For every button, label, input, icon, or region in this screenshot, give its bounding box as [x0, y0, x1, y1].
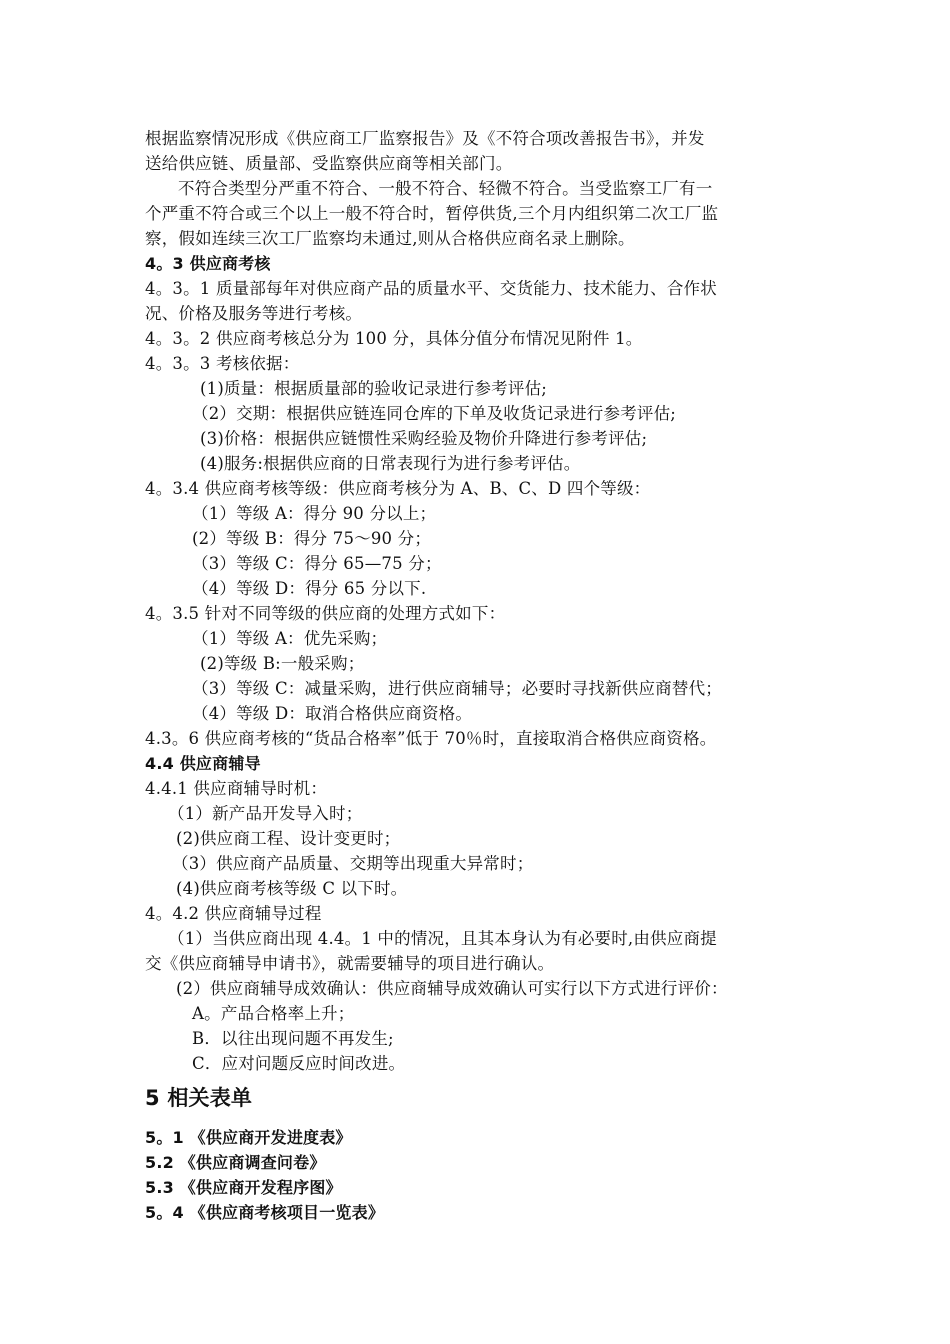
intro-line-5: 察，假如连续三次工厂监察均未通过,则从合格供应商名录上删除。 [145, 229, 635, 248]
eval-item: C．应对问题反应时间改进。 [192, 1054, 406, 1073]
handling-item: （1）等级 A：优先采购； [192, 629, 388, 648]
form-item: 5.2 《供应商调查问卷》 [145, 1153, 326, 1172]
process-line-2: 交《供应商辅导申请书》，就需要辅导的项目进行确认。 [145, 954, 555, 973]
grade-item: （1）等级 A：得分 90 分以上； [192, 504, 437, 523]
handling-item: （4）等级 D：取消合格供应商资格。 [192, 704, 473, 723]
basis-item: (4)服务:根据供应商的日常表现行为进行参考评估。 [200, 454, 581, 473]
form-item: 5.3 《供应商开发程序图》 [145, 1178, 342, 1197]
s43-p5: 4。3.5 针对不同等级的供应商的处理方式如下： [145, 604, 506, 623]
handling-item: （3）等级 C：减量采购，进行供应商辅导；必要时寻找新供应商替代； [192, 679, 722, 698]
form-item: 5。4 《供应商考核项目一览表》 [145, 1203, 385, 1222]
intro-line-3: 不符合类型分严重不符合、一般不符合、轻微不符合。当受监察工厂有一 [178, 179, 713, 198]
section-4-3-title: 4。3 供应商考核 [145, 254, 271, 273]
grade-item: （4）等级 D：得分 65 分以下. [192, 579, 427, 598]
timing-item: (4)供应商考核等级 C 以下时。 [176, 879, 408, 898]
s43-p6: 4.3。6 供应商考核的“货品合格率”低于 70％时，直接取消合格供应商资格。 [145, 729, 717, 748]
basis-item: （2）交期：根据供应链连同仓库的下单及收货记录进行参考评估; [192, 404, 677, 423]
form-item: 5。1 《供应商开发进度表》 [145, 1128, 352, 1147]
s44-p2: 4。4.2 供应商辅导过程 [145, 904, 322, 923]
s43-p4: 4。3.4 供应商考核等级：供应商考核分为 A、B、C、D 四个等级： [145, 479, 651, 498]
basis-item: (3)价格：根据供应链惯性采购经验及物价升降进行参考评估; [200, 429, 648, 448]
s43-p3: 4。3。3 考核依据： [145, 354, 300, 373]
process-line-3: (2）供应商辅导成效确认：供应商辅导成效确认可实行以下方式进行评价： [176, 979, 728, 998]
intro-line-2: 送给供应链、质量部、受监察供应商等相关部门。 [145, 154, 513, 173]
s43-p2: 4。3。2 供应商考核总分为 100 分，具体分值分布情况见附件 1。 [145, 329, 643, 348]
s43-p1-line-1: 4。3。1 质量部每年对供应商产品的质量水平、交货能力、技术能力、合作状 [145, 279, 717, 298]
eval-item: B．以往出现问题不再发生; [192, 1029, 394, 1048]
handling-item: (2)等级 B:一般采购； [200, 654, 365, 673]
timing-item: （3）供应商产品质量、交期等出现重大异常时； [172, 854, 534, 873]
eval-item: A。产品合格率上升； [192, 1004, 355, 1023]
s43-p1-line-2: 况、价格及服务等进行考核。 [145, 304, 363, 323]
section-5-title: 5 相关表单 [145, 1086, 253, 1110]
timing-item: (2)供应商工程、设计变更时； [176, 829, 401, 848]
intro-line-4: 个严重不符合或三个以上一般不符合时，暂停供货,三个月内组织第二次工厂监 [145, 204, 719, 223]
grade-item: (2）等级 B：得分 75～90 分； [192, 529, 432, 548]
s44-p1: 4.4.1 供应商辅导时机： [145, 779, 328, 798]
grade-item: （3）等级 C：得分 65—75 分； [192, 554, 442, 573]
section-4-4-title: 4.4 供应商辅导 [145, 754, 261, 773]
intro-line-1: 根据监察情况形成《供应商工厂监察报告》及《不符合项改善报告书》，并发 [145, 129, 705, 148]
process-line-1: （1）当供应商出现 4.4。1 中的情况，且其本身认为有必要时,由供应商提 [168, 929, 717, 948]
timing-item: （1）新产品开发导入时； [168, 804, 363, 823]
basis-item: (1)质量：根据质量部的验收记录进行参考评估; [200, 379, 548, 398]
